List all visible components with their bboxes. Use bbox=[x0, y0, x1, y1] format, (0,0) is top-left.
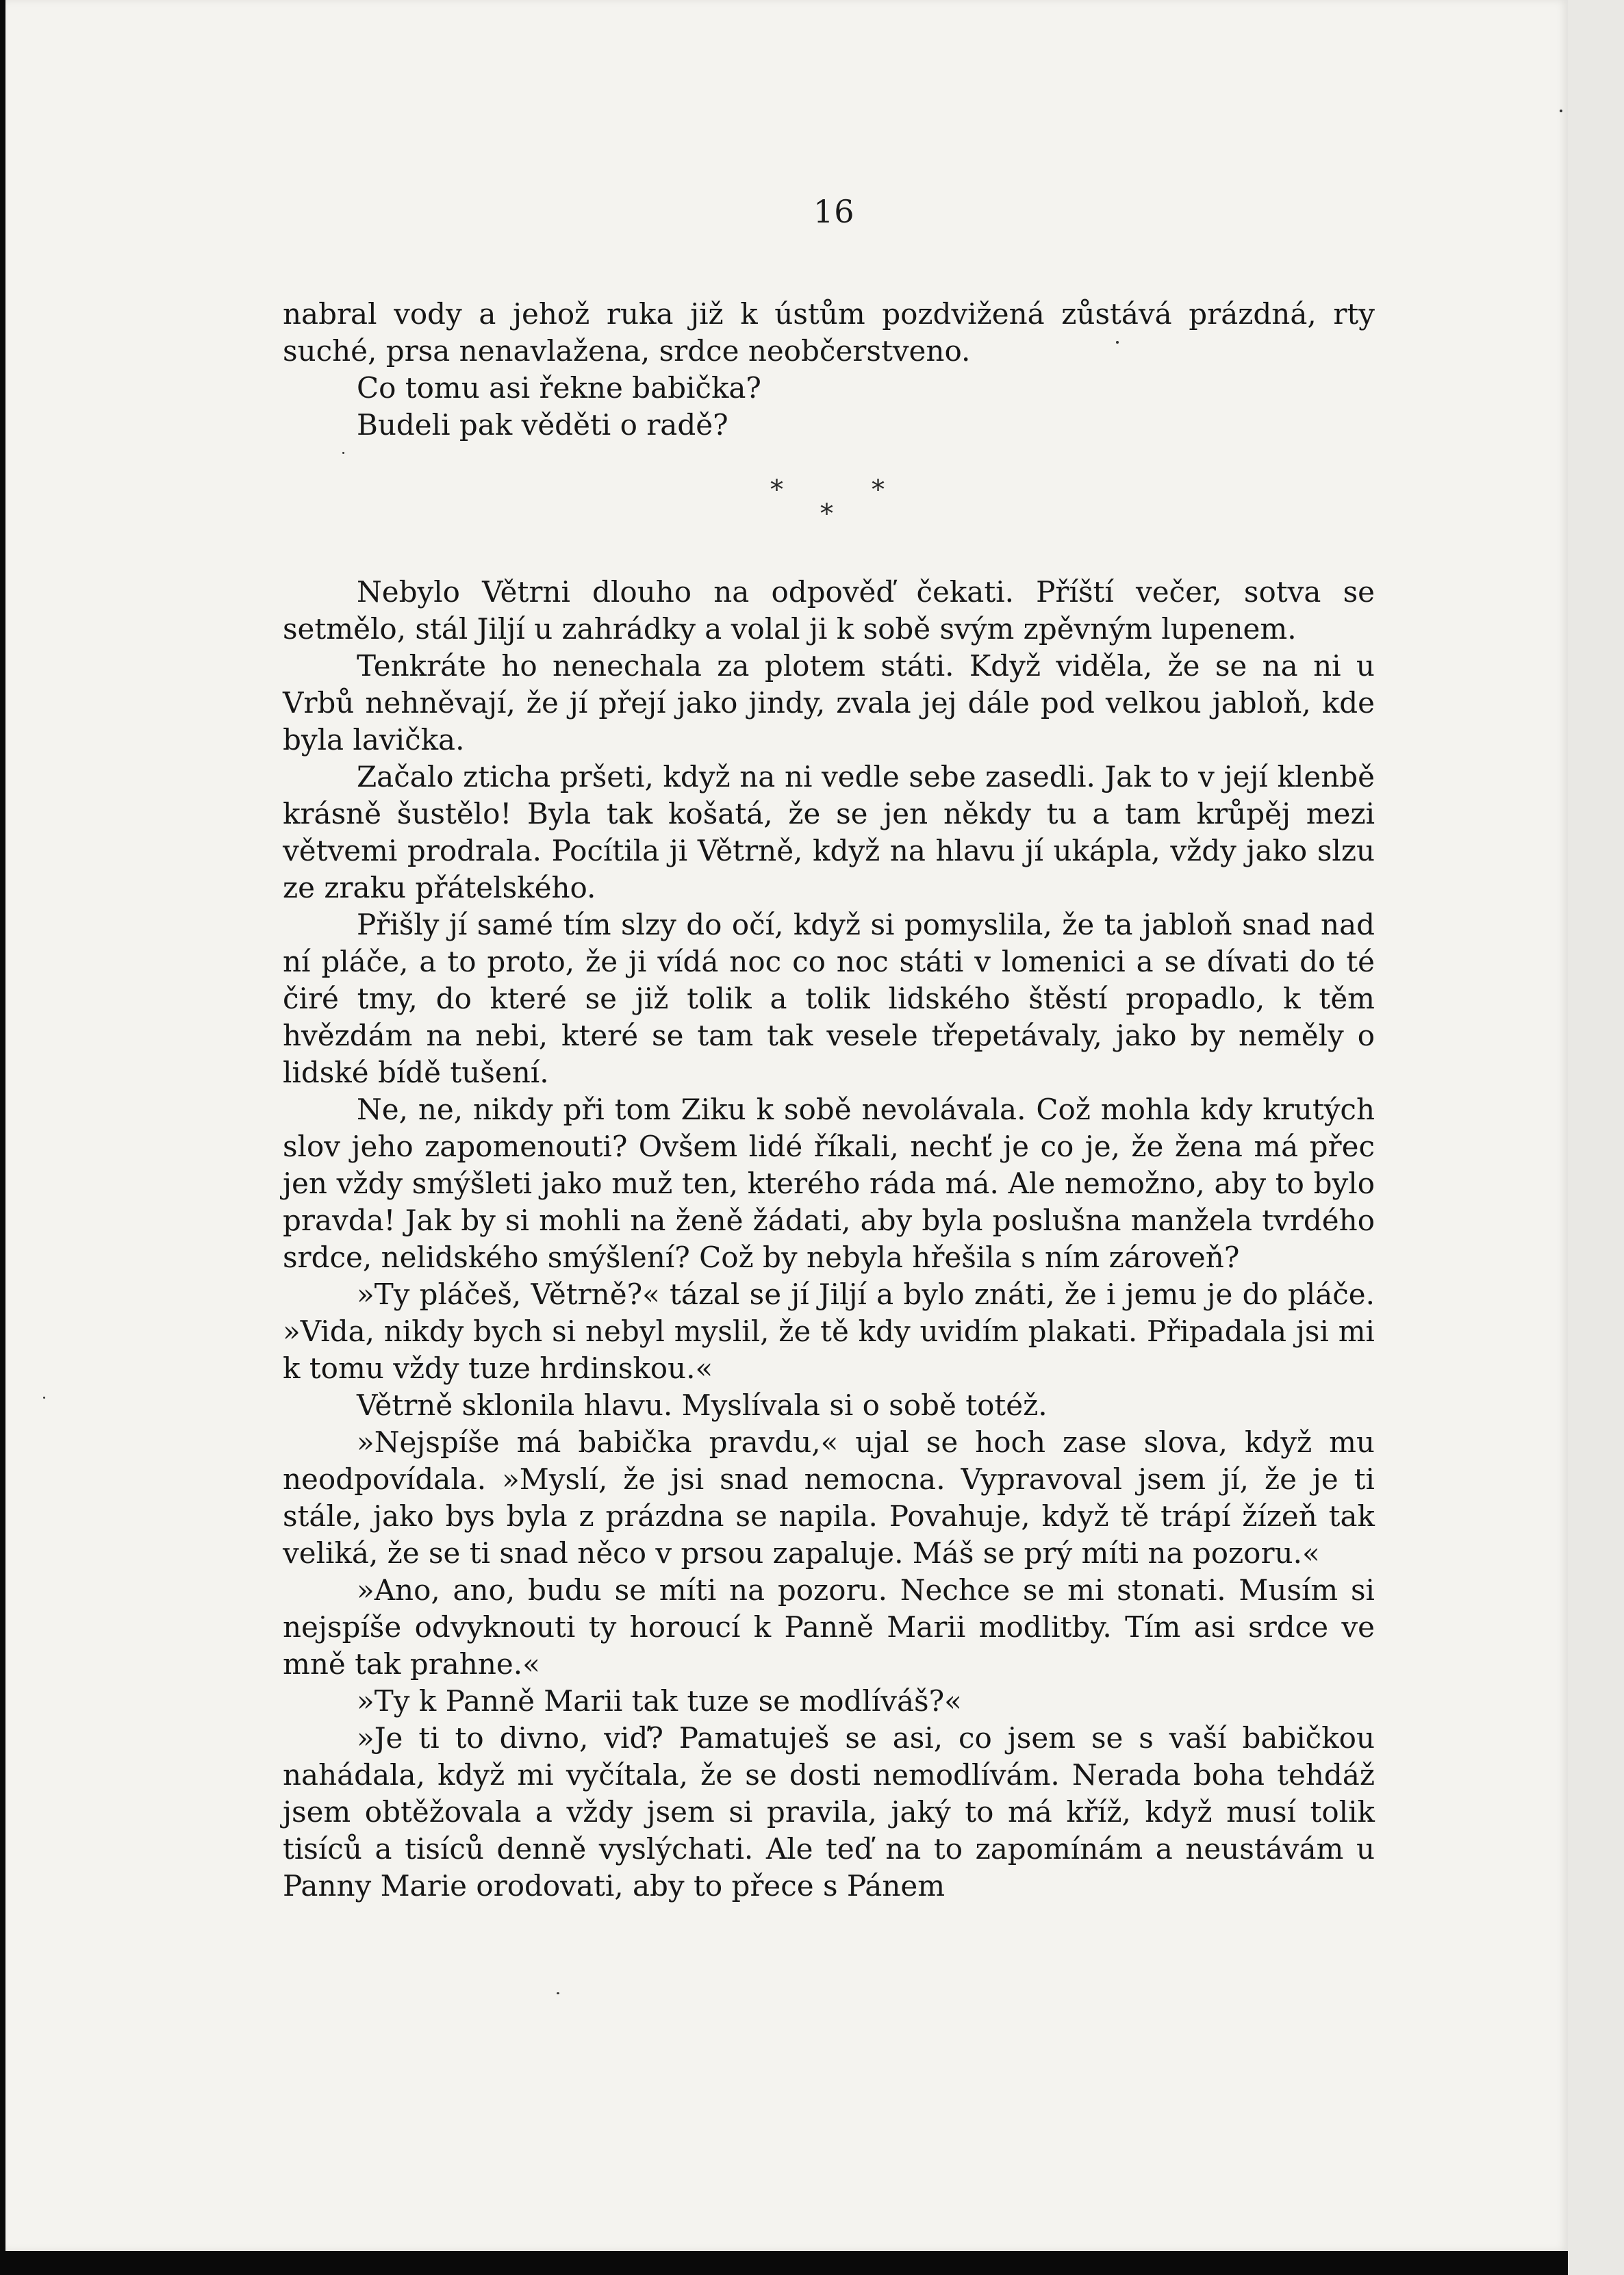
question-line: Budeli pak věděti o radě? bbox=[357, 408, 728, 442]
paragraph: Tenkráte ho nenechala za plotem státi. Když viděla, že se na ni u Vrbů nehněvají, že jí přejí jako jindy, zvala jej dále pod velkou jabloň, kde byla lavička. bbox=[283, 649, 1375, 757]
scan-right-edge bbox=[1568, 0, 1624, 2275]
asterisk-right: * bbox=[872, 474, 885, 505]
paragraph: Přišly jí samé tím slzy do očí, když si pomyslila, že ta jabloň snad nad ní pláče, a to proto, že ji vídá noc co noc státi v lomenici a se dívati do té čiré tmy, do které se již tolik a tolik lidského štěstí propadlo, k těm hvězdám na nebi, které se tam tak vesele třepetávaly, jako by neměly o lidské bídě tušení. bbox=[283, 908, 1375, 1089]
dialogue-paragraph: »Ano, ano, budu se míti na pozoru. Nechce se mi stonati. Musím si nejspíše odvyknouti ty horoucí k Panně Marii modlitby. Tím asi srdce ve mně tak prahne.« bbox=[283, 1573, 1375, 1681]
book-page bbox=[5, 0, 1568, 2251]
section-break bbox=[283, 444, 1375, 574]
dialogue-paragraph: »Nejspíše má babička pravdu,« ujal se hoch zase slova, když mu neodpovídala. »Myslí, že jsi snad nemocna. Vypravoval jsem jí, že je ti stále, jako bys byla z prázdna se napila. Povahuje, když tě trápí žízeň tak veliká, že se ti snad něco v prsou zapaluje. Máš se prý míti na pozoru.« bbox=[283, 1425, 1375, 1570]
paper-speck bbox=[557, 1992, 559, 1994]
paper-speck bbox=[1560, 110, 1562, 112]
paragraph: Ne, ne, nikdy při tom Ziku k sobě nevolávala. Což mohla kdy krutých slov jeho zapomenouti? Ovšem lidé říkali, nechť je co je, že žena má přec jen vždy smýšleti jako muž ten, kterého ráda má. Ale nemožno, aby to bylo pravda! Jak by si mohli na ženě žádati, aby byla poslušna manžela tvrdého srdce, nelidského smýšlení? Což by nebyla hřešila s ním zároveň? bbox=[283, 1093, 1375, 1274]
text-block bbox=[283, 296, 1375, 1905]
paragraph: Začalo zticha pršeti, když na ni vedle sebe zasedli. Jak to v její klenbě krásně šustělo! Byla tak košatá, že se jen někdy tu a tam krůpěj mezi větvemi prodrala. Pocítila ji Větrně, když na hlavu jí ukápla, vždy jako slzu ze zraku přátelského. bbox=[283, 760, 1375, 904]
asterisk-left: * bbox=[770, 474, 783, 505]
paragraph: Nebylo Větrni dlouho na odpověď čekati. Příští večer, sotva se setmělo, stál Jiljí u zahrádky a volal ji k sobě svým zpěvným lupenem. bbox=[283, 575, 1375, 646]
dialogue-paragraph: »Ty k Panně Marii tak tuze se modlíváš?« bbox=[357, 1684, 962, 1718]
question-line: Co tomu asi řekne babička? bbox=[357, 371, 761, 405]
asterisk-bottom: * bbox=[820, 498, 833, 529]
paper-speck bbox=[342, 452, 344, 454]
paper-speck bbox=[43, 1397, 45, 1399]
page-number: 16 bbox=[813, 193, 855, 230]
continuation-paragraph: nabral vody a jehož ruka již k ústům pozdvižená zůstává prázdná, rty suché, prsa nenavlažena, srdce neobčerstveno. bbox=[283, 297, 1375, 368]
paper-speck bbox=[1116, 341, 1119, 344]
dialogue-paragraph: »Je ti to divno, viď? Pamatuješ se asi, co jsem se s vaší babičkou nahádala, když mi vyčítala, že se dosti nemodlívám. Nerada boha tehdáž jsem obtěžovala a vždy jsem si pravila, jaký to má kříž, když musí tolik tisíců a tisíců denně vyslýchati. Ale teď na to zapomínám a neustávám u Panny Marie orodovati, aby to přece s Pánem bbox=[283, 1721, 1375, 1903]
paragraph: Větrně sklonila hlavu. Myslívala si o sobě totéž. bbox=[357, 1388, 1048, 1422]
dialogue-paragraph: »Ty pláčeš, Větrně?« tázal se jí Jiljí a bylo znáti, že i jemu je do pláče. »Vida, nikdy bych si nebyl myslil, že tě kdy uvidím plakati. Připadala jsi mi k tomu vždy tuze hrdinskou.« bbox=[283, 1278, 1375, 1385]
